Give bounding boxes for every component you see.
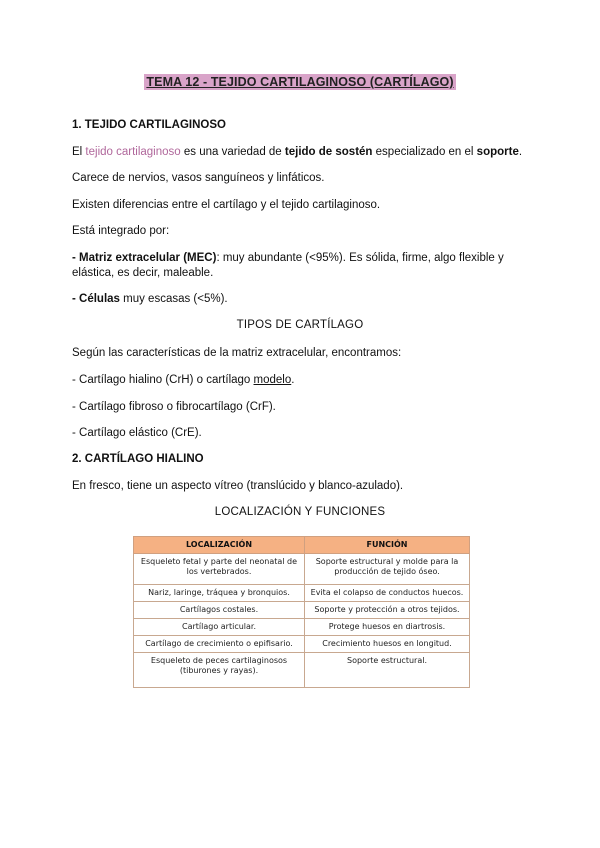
page-title: TEMA 12 - TEJIDO CARTILAGINOSO (CARTÍLAGO) <box>146 75 454 89</box>
table-row <box>134 602 470 619</box>
title-container <box>0 73 600 91</box>
table-row <box>134 554 470 585</box>
table-header-location: LOCALIZACIÓN <box>134 537 305 554</box>
location-function-table <box>133 536 470 688</box>
intro-text-a: El <box>72 146 86 158</box>
types-heading: TIPOS DE CARTÍLAGO <box>236 319 364 331</box>
types-intro: Según las características de la matriz extracelular, encontramos: <box>72 347 402 359</box>
table-cell-location: Esqueleto de peces cartilaginosos (tiburones y rayas). <box>134 653 305 688</box>
intro-text-d: . <box>518 146 523 158</box>
type-hyaline-end: . <box>291 374 295 386</box>
section-1-heading: 1. TEJIDO CARTILAGINOSO <box>72 119 226 131</box>
table-row <box>134 636 470 653</box>
table-cell-function: Evita el colapso de conductos huecos. <box>305 585 470 602</box>
table-cell-location: Cartílago articular. <box>134 619 305 636</box>
table-cell-location: Cartílago de crecimiento o epifisario. <box>134 636 305 653</box>
table-row <box>134 585 470 602</box>
hyaline-description: En fresco, tiene un aspecto vítreo (translúcido y blanco-azulado). <box>72 480 404 492</box>
mec-label: - Matriz extracelular (MEC) <box>72 252 217 264</box>
type-hyaline-text: - Cartílago hialino (CrH) o cartílago <box>72 374 254 386</box>
table-header-function: FUNCIÓN <box>305 537 470 554</box>
intro-paragraph <box>72 145 522 160</box>
cells-item <box>72 292 228 307</box>
mec-item <box>72 251 504 266</box>
type-hyaline <box>72 373 294 388</box>
table-cell-function: Protege huesos en diartrosis. <box>305 619 470 636</box>
intro-bold-2: soporte <box>476 146 519 158</box>
cells-label: - Células <box>72 293 120 305</box>
intro-term: tejido cartilaginoso <box>85 146 181 158</box>
paragraph-differences: Existen diferencias entre el cartílago y el tejido cartilaginoso. <box>72 199 381 211</box>
table-cell-location: Cartílagos costales. <box>134 602 305 619</box>
table-cell-function: Crecimiento huesos en longitud. <box>305 636 470 653</box>
table-cell-location: Nariz, laringe, tráquea y bronquios. <box>134 585 305 602</box>
table-header-row <box>134 537 470 554</box>
table-row <box>134 619 470 636</box>
table-cell-location: Esqueleto fetal y parte del neonatal de los vertebrados. <box>134 554 305 585</box>
table-cell-function: Soporte y protección a otros tejidos. <box>305 602 470 619</box>
type-elastic: - Cartílago elástico (CrE). <box>72 427 202 439</box>
table-cell-function: Soporte estructural y molde para la producción de tejido óseo. <box>305 554 470 585</box>
table-cell-function: Soporte estructural. <box>305 653 470 688</box>
type-hyaline-underlined: modelo <box>253 374 292 386</box>
mec-text: : muy abundante (<95%). Es sólida, firme, algo flexible y <box>216 252 504 264</box>
mec-item-line2: elástica, es decir, maleable. <box>72 267 214 279</box>
paragraph-integrated: Está integrado por: <box>72 225 170 237</box>
paragraph-nerves: Carece de nervios, vasos sanguíneos y linfáticos. <box>72 172 325 184</box>
intro-bold-1: tejido de sostén <box>284 146 373 158</box>
intro-text-b: es una variedad de <box>180 146 285 158</box>
section-2-heading: 2. CARTÍLAGO HIALINO <box>72 453 204 465</box>
type-fibrous: - Cartílago fibroso o fibrocartílago (CrF). <box>72 401 276 413</box>
intro-text-c: especializado en el <box>372 146 477 158</box>
table-title: LOCALIZACIÓN Y FUNCIONES <box>214 506 386 518</box>
cells-text: muy escasas (<5%). <box>119 293 228 305</box>
table-row <box>134 653 470 688</box>
